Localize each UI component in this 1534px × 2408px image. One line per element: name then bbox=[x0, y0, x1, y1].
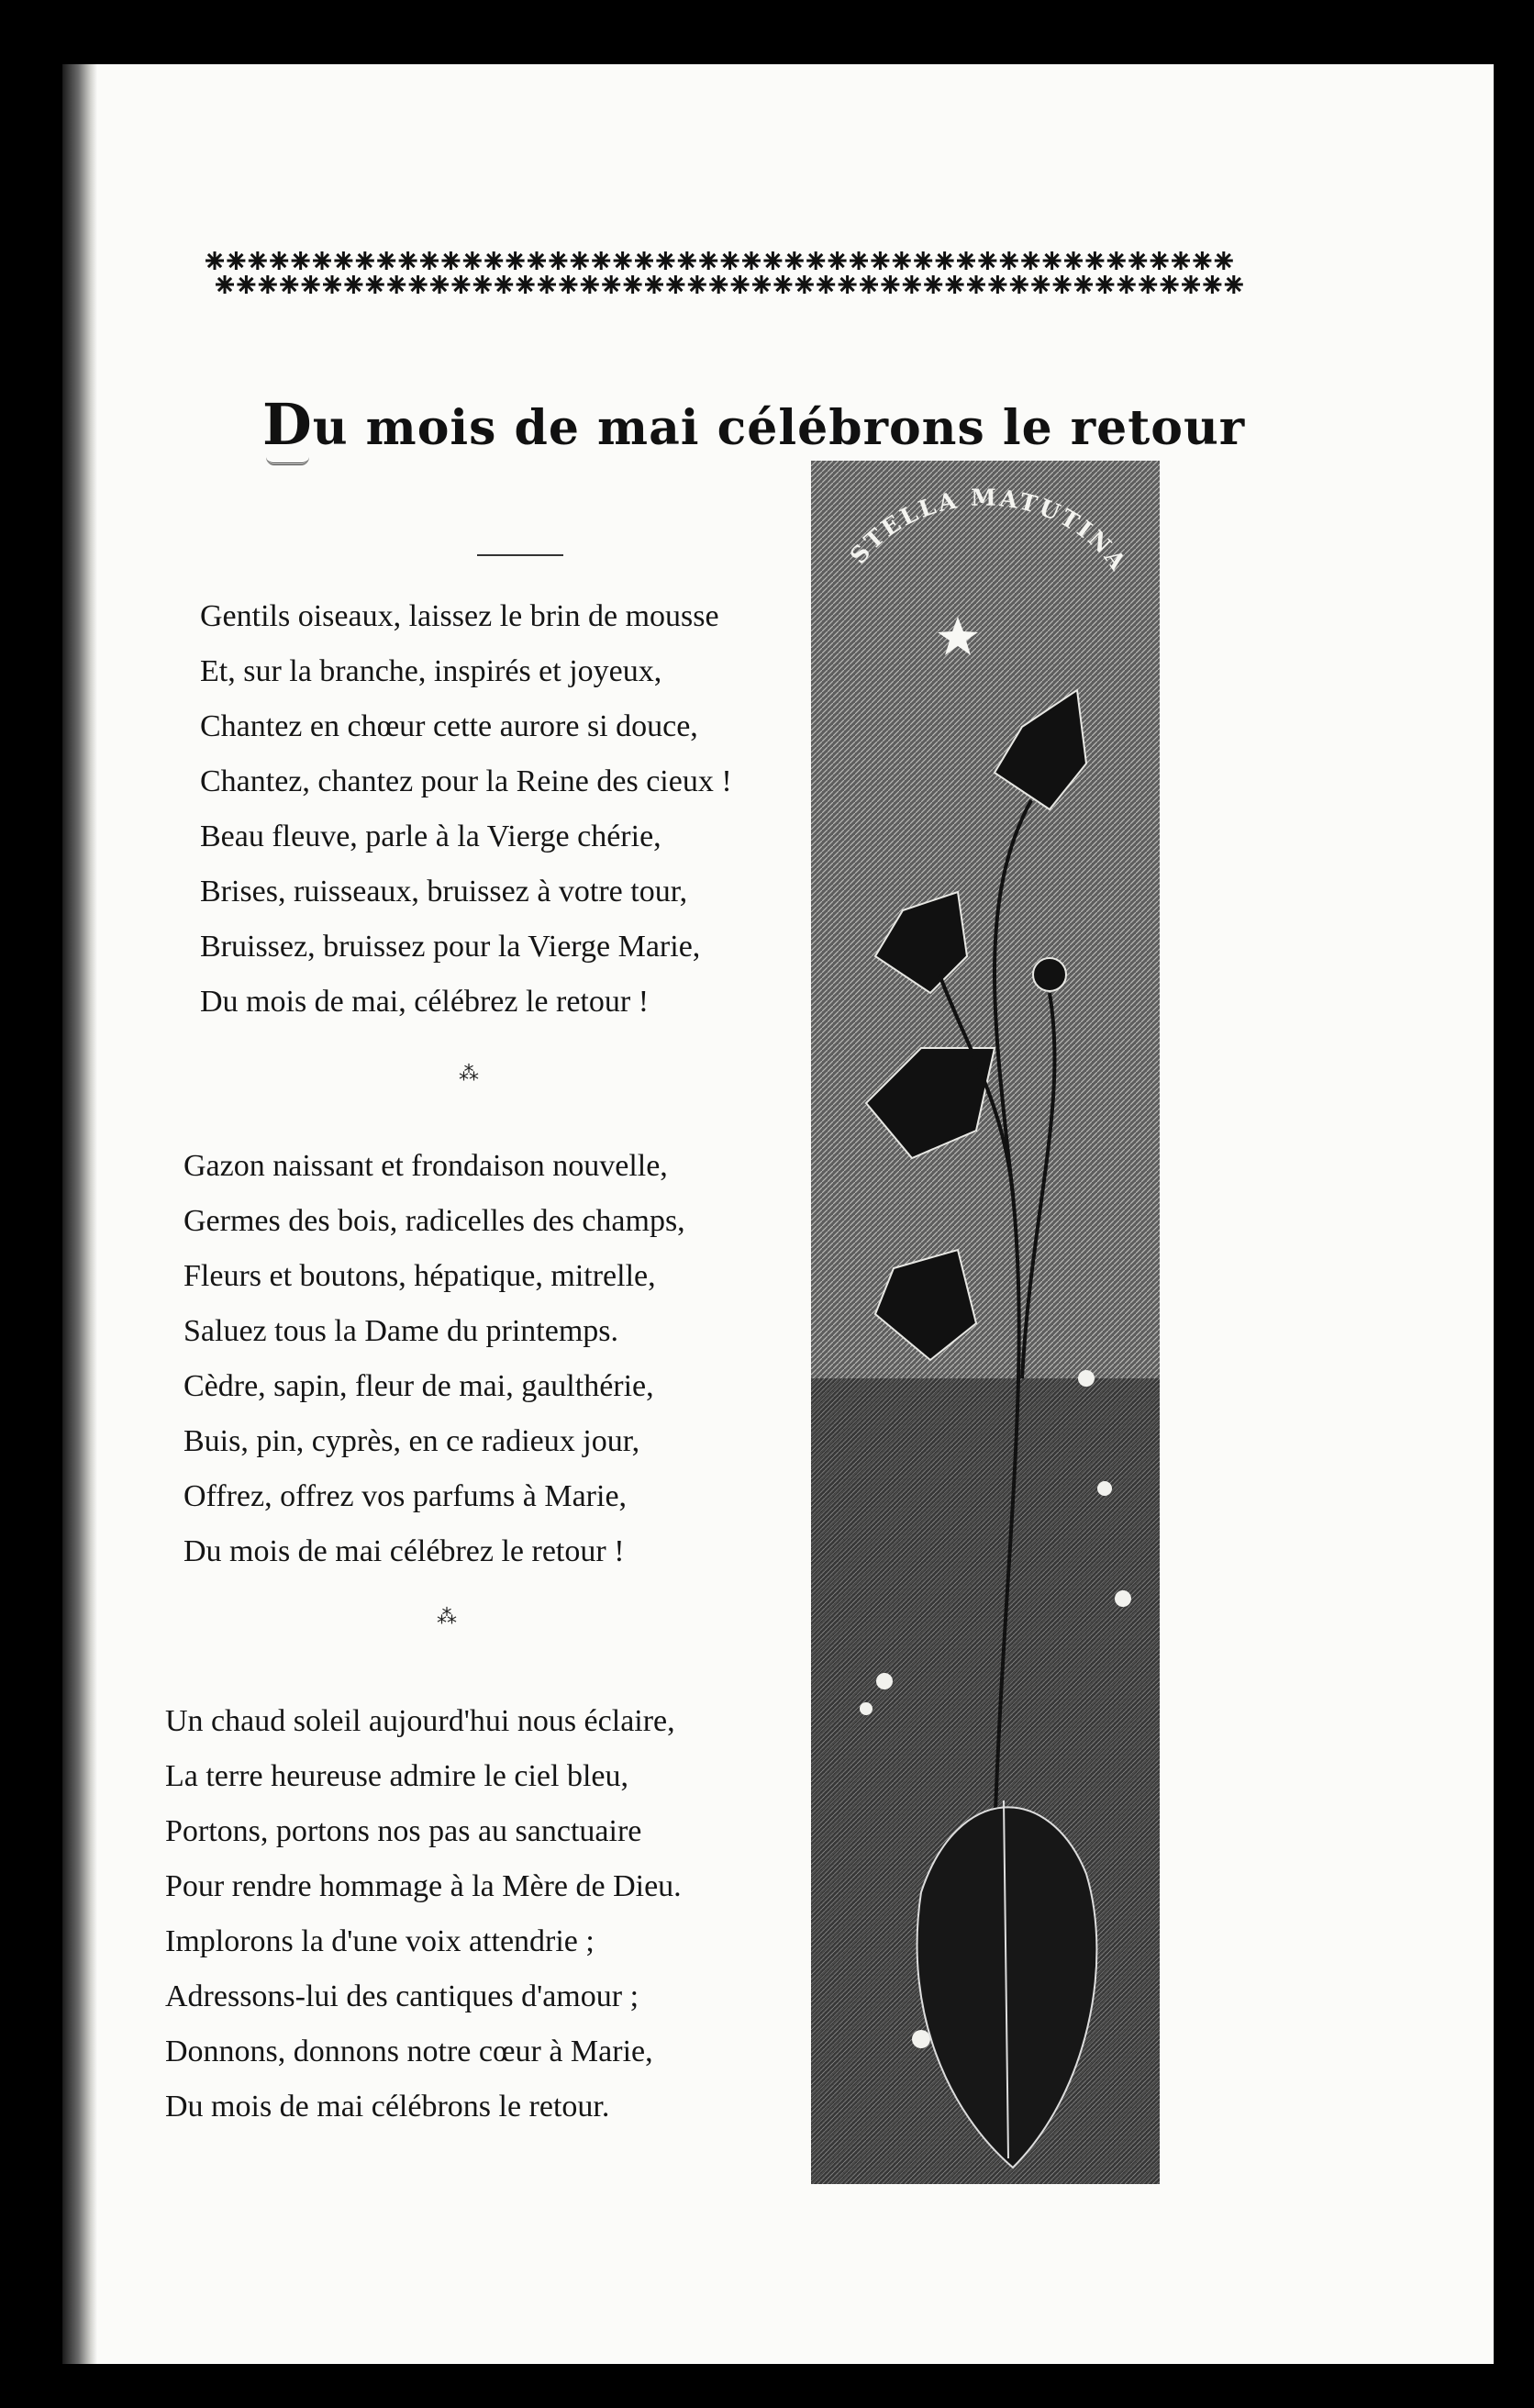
ornament-star bbox=[924, 275, 942, 294]
verse-line: Gazon naissant et frondaison nouvelle, bbox=[183, 1149, 668, 1183]
ornament-star bbox=[227, 251, 245, 270]
ornament-star bbox=[1053, 275, 1072, 294]
verse-line: Germes des bois, radicelles des champs, bbox=[183, 1204, 685, 1238]
ornament-star bbox=[592, 251, 610, 270]
ornament-star bbox=[1107, 251, 1126, 270]
ornament-star bbox=[839, 275, 857, 294]
ornament-star bbox=[1193, 251, 1211, 270]
ornament-star bbox=[237, 275, 255, 294]
verse-line: Cèdre, sapin, fleur de mai, gaulthérie, bbox=[183, 1369, 654, 1403]
decorative-border-ornament bbox=[202, 244, 1243, 301]
ornament-star bbox=[528, 251, 546, 270]
ornament-star bbox=[571, 251, 589, 270]
ornament-star bbox=[506, 251, 525, 270]
ornament-star bbox=[270, 251, 288, 270]
ornament-star bbox=[624, 275, 642, 294]
ornament-star bbox=[1182, 275, 1200, 294]
ornament-star bbox=[635, 251, 653, 270]
ornament-star bbox=[334, 251, 352, 270]
ornament-star bbox=[399, 251, 417, 270]
ornament-star bbox=[699, 251, 717, 270]
ornament-star bbox=[936, 251, 954, 270]
ornament-star bbox=[763, 251, 782, 270]
page-title bbox=[262, 391, 1272, 458]
ornament-star bbox=[773, 275, 792, 294]
verse-line: Adressons-lui des cantiques d'amour ; bbox=[165, 1979, 639, 2013]
ornament-star bbox=[881, 275, 899, 294]
stanza-3 bbox=[165, 1694, 682, 2135]
ornament-star bbox=[742, 251, 761, 270]
ornament-star bbox=[1150, 251, 1169, 270]
ornament-star bbox=[946, 275, 964, 294]
ornament-star bbox=[1117, 275, 1136, 294]
ornament-star bbox=[1128, 251, 1147, 270]
ornament-star bbox=[344, 275, 362, 294]
ornament-star bbox=[709, 275, 728, 294]
ornament-star bbox=[1095, 275, 1114, 294]
verse-line: Buis, pin, cyprès, en ce radieux jour, bbox=[183, 1424, 640, 1458]
ornament-star bbox=[752, 275, 771, 294]
verse-line: Chantez en chœur cette aurore si douce, bbox=[200, 709, 698, 743]
ornament-star bbox=[1139, 275, 1157, 294]
verse-line: Du mois de mai, célébrez le retour ! bbox=[200, 985, 650, 1019]
ornament-star bbox=[473, 275, 492, 294]
title-drop-cap: D bbox=[262, 391, 313, 458]
ornament-star bbox=[409, 275, 428, 294]
ornament-star bbox=[484, 251, 503, 270]
ornament-star bbox=[463, 251, 482, 270]
ornament-star bbox=[538, 275, 556, 294]
ornament-star bbox=[967, 275, 985, 294]
ornament-star bbox=[1085, 251, 1104, 270]
ornament-star bbox=[451, 275, 470, 294]
verse-line: Brises, ruisseaux, bruissez à votre tour, bbox=[200, 875, 688, 909]
ornament-star bbox=[1203, 275, 1221, 294]
ornament-star bbox=[666, 275, 684, 294]
verse-line: Gentils oiseaux, laissez le brin de mousse bbox=[200, 599, 719, 633]
ornament-star bbox=[323, 275, 341, 294]
ornament-star bbox=[1021, 251, 1039, 270]
ornament-star bbox=[441, 251, 460, 270]
verse-line: Fleurs et boutons, hépatique, mitrelle, bbox=[183, 1259, 656, 1293]
ornament-star bbox=[292, 251, 310, 270]
ornament-star bbox=[1161, 275, 1179, 294]
ornament-star bbox=[806, 251, 825, 270]
verse-line: Chantez, chantez pour la Reine des cieux ! bbox=[200, 764, 732, 798]
ornament-star bbox=[377, 251, 395, 270]
ornament-star bbox=[1225, 275, 1243, 294]
verse-line: Implorons la d'une voix attendrie ; bbox=[165, 1924, 595, 1958]
ornament-star bbox=[988, 275, 1006, 294]
ornament-star bbox=[957, 251, 975, 270]
ornament-star bbox=[731, 275, 750, 294]
ornament-star bbox=[517, 275, 535, 294]
engraved-flower-illustration bbox=[811, 461, 1160, 2184]
ornament-star bbox=[366, 275, 384, 294]
stanza-separator: ⁂ bbox=[437, 1606, 457, 1629]
ornament-star bbox=[313, 251, 331, 270]
verse-line: Du mois de mai célébrez le retour ! bbox=[183, 1534, 625, 1568]
verse-line: Donnons, donnons notre cœur à Marie, bbox=[165, 2035, 653, 2068]
ornament-star bbox=[356, 251, 374, 270]
verse-line: Portons, portons nos pas au sanctuaire bbox=[165, 1814, 642, 1848]
ornament-star bbox=[1031, 275, 1050, 294]
ornament-star bbox=[430, 275, 449, 294]
ornament-star bbox=[678, 251, 696, 270]
ornament-star bbox=[280, 275, 298, 294]
ornament-star bbox=[785, 251, 804, 270]
ornament-star bbox=[645, 275, 663, 294]
ornament-star bbox=[549, 251, 567, 270]
ornament-star bbox=[1064, 251, 1083, 270]
verse-line: Beau fleuve, parle à la Vierge chérie, bbox=[200, 819, 661, 853]
ornament-star bbox=[688, 275, 706, 294]
ornament-star bbox=[1215, 251, 1233, 270]
ornament-star bbox=[860, 275, 878, 294]
ornament-star bbox=[817, 275, 835, 294]
ornament-star bbox=[581, 275, 599, 294]
verse-line: Pour rendre hommage à la Mère de Dieu. bbox=[165, 1869, 682, 1903]
illustration-caption: STELLA MATUTINA bbox=[844, 484, 1133, 577]
ornament-star bbox=[387, 275, 406, 294]
ornament-star bbox=[206, 251, 224, 270]
ornament-star bbox=[1000, 251, 1018, 270]
stanza-separator: ⁂ bbox=[459, 1063, 479, 1086]
ornament-star bbox=[914, 251, 932, 270]
ornament-star bbox=[249, 251, 267, 270]
ornament-star bbox=[1010, 275, 1028, 294]
stanza-1 bbox=[200, 589, 732, 1030]
ornament-star bbox=[302, 275, 320, 294]
ornament-star bbox=[978, 251, 996, 270]
ornament-star bbox=[850, 251, 868, 270]
stanza-2 bbox=[183, 1139, 685, 1579]
ornament-star bbox=[721, 251, 739, 270]
ornament-star bbox=[495, 275, 513, 294]
ornament-star bbox=[828, 251, 847, 270]
ornament-star bbox=[893, 251, 911, 270]
ornament-star bbox=[259, 275, 277, 294]
page-spine-shadow bbox=[62, 64, 97, 2364]
ornament-star bbox=[420, 251, 439, 270]
ornament-star bbox=[614, 251, 632, 270]
ornament-star bbox=[903, 275, 921, 294]
verse-line: Du mois de mai célébrons le retour. bbox=[165, 2090, 610, 2124]
ornament-star bbox=[1172, 251, 1190, 270]
ornament-star bbox=[602, 275, 620, 294]
title-text: u mois de mai célébrons le retour bbox=[312, 400, 1246, 456]
verse-line: Un chaud soleil aujourd'hui nous éclaire, bbox=[165, 1704, 675, 1738]
title-divider bbox=[477, 554, 563, 556]
ornament-star bbox=[216, 275, 234, 294]
verse-line: Et, sur la branche, inspirés et joyeux, bbox=[200, 654, 662, 688]
ornament-star bbox=[559, 275, 577, 294]
ornament-star bbox=[656, 251, 674, 270]
book-page bbox=[62, 64, 1494, 2364]
verse-line: Offrez, offrez vos parfums à Marie, bbox=[183, 1479, 628, 1513]
ornament-star bbox=[795, 275, 814, 294]
ornament-star bbox=[1043, 251, 1062, 270]
verse-line: Bruissez, bruissez pour la Vierge Marie, bbox=[200, 930, 701, 964]
verse-line: La terre heureuse admire le ciel bleu, bbox=[165, 1759, 629, 1793]
ornament-star bbox=[1074, 275, 1093, 294]
ornament-star bbox=[871, 251, 889, 270]
verse-line: Saluez tous la Dame du printemps. bbox=[183, 1314, 619, 1348]
